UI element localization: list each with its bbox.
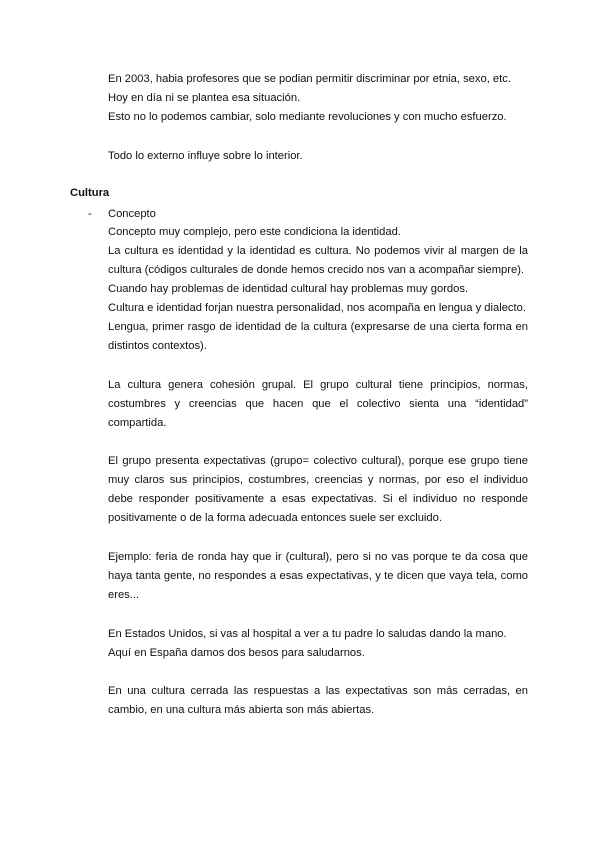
expectativas-line-4: positivamente o de la forma adecuada entonces suele ser excluido. — [108, 512, 442, 524]
cerrada-line-2: cambio, en una cultura más abierta son más abiertas. — [108, 704, 375, 716]
concepto-line-6: Lengua, primer rasgo de identidad de la cultura (expresarse de una cierta forma en — [108, 321, 528, 333]
concepto-line-1: Concepto muy complejo, pero este condiciona la identidad. — [108, 226, 401, 238]
saludo-line-2: Aquí en España damos dos besos para saludarnos. — [108, 647, 365, 659]
concepto-line-4: Cuando hay problemas de identidad cultural hay problemas muy gordos. — [108, 283, 469, 295]
ejemplo-line-2: haya tanta gente, no respondes a esas expectativas, y te dicen que vaya tela, como — [108, 570, 528, 582]
cohesion-line-1: La cultura genera cohesión grupal. El grupo cultural tiene principios, normas, — [108, 379, 528, 391]
intro-line-1: En 2003, habia profesores que se podian permitir discriminar por etnia, sexo, etc. — [108, 73, 511, 85]
concepto-line-5: Cultura e identidad forjan nuestra personalidad, nos acompaña en lengua y dialecto. — [108, 302, 526, 314]
expectativas-line-3: debe responder positivamente a esas expectativas. Si el individuo no responde — [108, 493, 528, 505]
ejemplo-line-1: Ejemplo: feria de ronda hay que ir (cultural), pero si no vas porque te da cosa que — [108, 551, 528, 563]
expectativas-line-2: muy claros sus principios, costumbres, creencias y normas, por eso el individuo — [108, 474, 528, 486]
cohesion-line-2: costumbres y creencias que hacen que el colectivo sienta una “identidad” — [108, 398, 528, 410]
bullet-marker: - — [88, 208, 92, 220]
saludo-line-1: En Estados Unidos, si vas al hospital a ver a tu padre lo saludas dando la mano. — [108, 628, 507, 640]
section-heading: Cultura — [70, 187, 110, 199]
concepto-line-3: cultura (códigos culturales de donde hemos crecido nos van a acompañar siempre). — [108, 264, 525, 276]
intro-line-4: Todo lo externo influye sobre lo interior. — [108, 150, 303, 162]
concepto-line-2: La cultura es identidad y la identidad es cultura. No podemos vivir al margen de la — [108, 245, 528, 257]
intro-line-3: Esto no lo podemos cambiar, solo mediante revoluciones y con mucho esfuerzo. — [108, 111, 507, 123]
bullet-label: Concepto — [108, 208, 156, 220]
cohesion-line-3: compartida. — [108, 417, 167, 429]
expectativas-line-1: El grupo presenta expectativas (grupo= colectivo cultural), porque ese grupo tiene — [108, 455, 528, 467]
intro-line-2: Hoy en día ni se plantea esa situación. — [108, 92, 301, 104]
cerrada-line-1: En una cultura cerrada las respuestas a las expectativas son más cerradas, en — [108, 685, 528, 697]
concepto-line-7: distintos contextos). — [108, 340, 207, 352]
ejemplo-line-3: eres... — [108, 589, 140, 601]
